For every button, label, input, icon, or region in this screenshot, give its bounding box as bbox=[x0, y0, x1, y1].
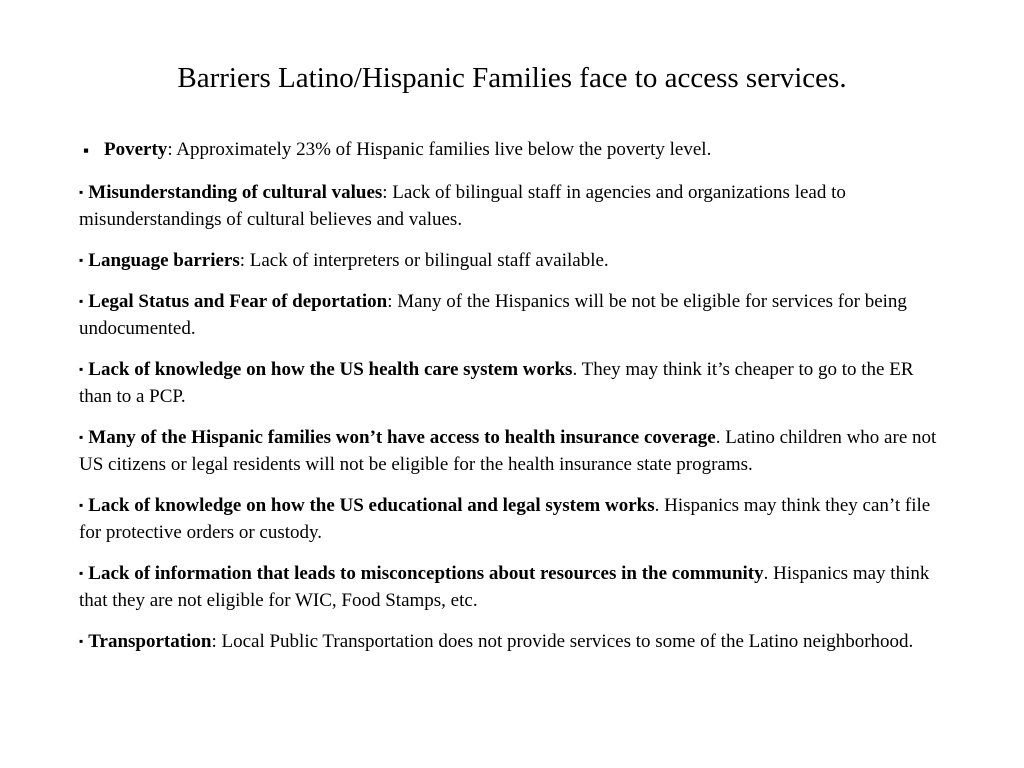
list-item-educational-legal-system bbox=[79, 492, 949, 546]
bullet-term: Language barriers bbox=[88, 250, 240, 271]
bullet-text: : Local Public Transportation does not provide services to some of the Latino neighborhood. bbox=[211, 631, 914, 652]
bullet-icon: ▪ bbox=[79, 253, 84, 267]
list-item-legal-status bbox=[79, 288, 949, 342]
bullet-text: . Latino children who are not US citizens or legal residents will not be eligible for the health insurance state programs. bbox=[79, 427, 937, 475]
slide-title: Barriers Latino/Hispanic Families face to access services. bbox=[177, 62, 847, 94]
bullet-term: Poverty bbox=[104, 139, 168, 160]
bullet-text: . Hispanics may think that they are not eligible for WIC, Food Stamps, etc. bbox=[79, 563, 930, 611]
bullet-icon: ▪ bbox=[79, 294, 84, 308]
bullet-icon: ▪ bbox=[79, 185, 84, 199]
bullet-icon: ▪ bbox=[79, 634, 84, 648]
bullet-term: Lack of knowledge on how the US educational and legal system works bbox=[88, 495, 655, 516]
bullet-icon: ▪ bbox=[79, 566, 84, 580]
bullet-text: : Lack of bilingual staff in agencies and organizations lead to misunderstandings of cultural believes and values. bbox=[79, 182, 846, 230]
list-item-cultural-values bbox=[79, 179, 949, 233]
bullet-text: : Many of the Hispanics will be not be eligible for services for being undocumented. bbox=[79, 291, 907, 339]
list-item-health-care-system bbox=[79, 356, 949, 410]
bullet-text: : Lack of interpreters or bilingual staff available. bbox=[239, 250, 609, 271]
bullet-term: Lack of knowledge on how the US health care system works bbox=[88, 359, 573, 380]
bullet-term: Lack of information that leads to misconceptions about resources in the community bbox=[88, 563, 764, 584]
bullet-term: Transportation bbox=[88, 631, 212, 652]
list-item-resource-misconceptions bbox=[79, 560, 949, 614]
bullet-term: Legal Status and Fear of deportation bbox=[88, 291, 388, 312]
list-item-health-insurance bbox=[79, 424, 949, 478]
barrier-list bbox=[79, 136, 949, 669]
bullet-term: Many of the Hispanic families won’t have access to health insurance coverage bbox=[88, 427, 716, 448]
bullet-text: . Hispanics may think they can’t file for protective orders or custody. bbox=[79, 495, 931, 543]
bullet-icon: ▪ bbox=[83, 141, 90, 160]
list-item-transportation bbox=[79, 628, 949, 655]
bullet-text: : Approximately 23% of Hispanic families live below the poverty level. bbox=[167, 139, 712, 160]
list-item-poverty bbox=[79, 136, 949, 163]
list-item-language-barriers bbox=[79, 247, 949, 274]
bullet-icon: ▪ bbox=[79, 430, 84, 444]
bullet-term: Misunderstanding of cultural values bbox=[88, 182, 383, 203]
bullet-icon: ▪ bbox=[79, 498, 84, 512]
bullet-text: . They may think it’s cheaper to go to the ER than to a PCP. bbox=[79, 359, 914, 407]
bullet-icon: ▪ bbox=[79, 362, 84, 376]
